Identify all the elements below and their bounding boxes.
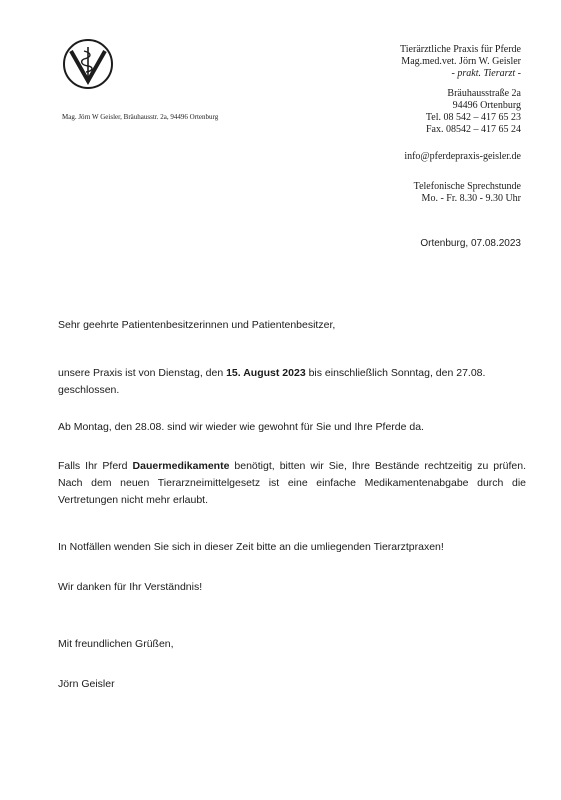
- fax: Fax. 08542 – 417 65 24: [426, 124, 521, 135]
- closure-start-date: 15. August 2023: [226, 367, 306, 379]
- phone: Tel. 08 542 – 417 65 23: [425, 112, 521, 123]
- medication-text-a: Falls Ihr Pferd: [58, 460, 133, 472]
- salutation: Sehr geehrte Patientenbesitzerinnen und Patientenbesitzer,: [58, 319, 336, 331]
- office-hours: Mo. - Fr. 8.30 - 9.30 Uhr: [421, 193, 521, 204]
- letterhead-email: info@pferdepraxis-geisler.de: [404, 151, 521, 162]
- signature: Jörn Geisler: [58, 678, 115, 690]
- street: Bräuhausstraße 2a: [447, 88, 521, 99]
- closing: Mit freundlichen Grüßen,: [58, 638, 174, 650]
- paragraph-reopening: Ab Montag, den 28.08. sind wir wieder wie gewohnt für Sie und Ihre Pferde da.: [58, 421, 424, 433]
- paragraph-thanks: Wir danken für Ihr Verständnis!: [58, 581, 203, 593]
- letter-date: Ortenburg, 07.08.2023: [420, 238, 521, 249]
- medication-bold: Dauermedikamente: [132, 460, 230, 472]
- practice-name: Tierärztliche Praxis für Pferde: [400, 44, 521, 55]
- sender-address-line: Mag. Jörn W Geisler, Bräuhausstr. 2a, 94496 Ortenburg: [62, 113, 219, 121]
- paragraph-medication: [58, 458, 526, 509]
- city: 94496 Ortenburg: [452, 100, 521, 111]
- letterhead-practice: [400, 44, 521, 80]
- closure-text-a: unsere Praxis ist von Dienstag, den: [58, 367, 227, 379]
- closure-text-b: bis einschließlich Sonntag, den 27.08. geschlossen.: [58, 367, 486, 396]
- paragraph-closure: [58, 365, 526, 399]
- paragraph-emergency: In Notfällen wenden Sie sich in dieser Zeit bitte an die umliegenden Tierarztpraxen!: [58, 541, 444, 553]
- vet-caduceus-logo-icon: [62, 38, 114, 90]
- letterhead-address: [426, 88, 521, 136]
- letterhead-office-hours: [414, 181, 521, 205]
- office-hours-label: Telefonische Sprechstunde: [413, 181, 521, 192]
- medication-text-b: benötigt, bitten wir Sie, Ihre Bestände rechtzeitig zu prüfen. Nach dem neuen Tierarzneimittelgesetz ist eine einfache Medikamentenabgabe durch die Vertretungen nicht mehr erlaubt.: [58, 460, 526, 506]
- vet-name: Mag.med.vet. Jörn W. Geisler: [401, 56, 521, 67]
- vet-title: - prakt. Tierarzt -: [451, 68, 521, 79]
